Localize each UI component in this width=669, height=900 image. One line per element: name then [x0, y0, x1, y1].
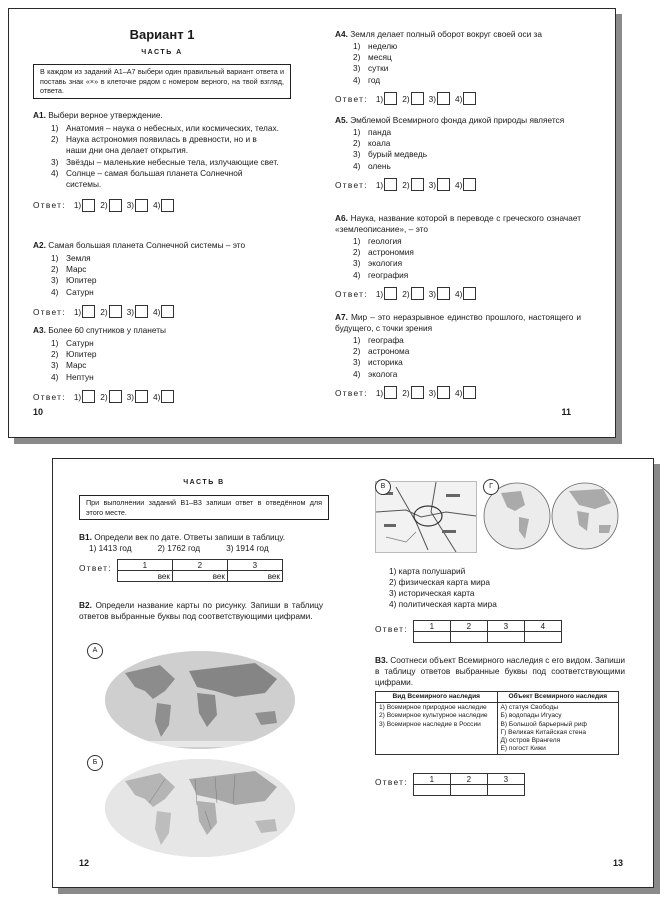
hemispheres-map-image [483, 481, 619, 551]
part-b-heading: ЧАСТЬ В [183, 479, 225, 486]
option: 3) Юпитер [51, 275, 97, 286]
question-number: А1. [33, 110, 46, 120]
option: 3) сутки [353, 63, 389, 74]
answer-checkbox[interactable] [411, 92, 424, 105]
answer-row: Ответ: 1) 2) 3) 4) [33, 390, 291, 404]
option: 4) эколога [353, 368, 398, 379]
answer-cell[interactable] [524, 632, 561, 643]
option: 2) коала [353, 138, 391, 149]
part-a-heading: ЧАСТЬ А [141, 49, 183, 56]
option: 1) неделю [353, 41, 398, 51]
answer-cell[interactable]: век [117, 571, 172, 582]
option: 1) Сатурн [51, 338, 94, 348]
answer-checkbox[interactable] [437, 92, 450, 105]
map-options-list [389, 566, 497, 610]
option: 2) астрономия [353, 247, 414, 258]
answer-cell[interactable] [487, 632, 524, 643]
option: 4) география [353, 269, 409, 280]
option: 1) географа [353, 335, 404, 345]
option: 1) панда [353, 127, 392, 137]
page-number: 13 [612, 858, 623, 868]
question-b2: В2. Определи название карты по рисунку. Запиши в таблицу ответов выбранные буквы под соответствующими цифрами. [79, 600, 324, 621]
answer-row: Ответ: 1) 2) 3) 4) [33, 305, 291, 319]
physical-world-map-image [105, 651, 295, 749]
option: 4) Сатурн [51, 286, 94, 297]
answer-checkbox[interactable] [384, 92, 397, 105]
question-a3: А3. Более 60 спутников у планеты 1) Сатурн 2) Юпитер 3) Марс 4) Нептун Ответ: 1) 2) 3) 4) [33, 325, 291, 404]
map-label-a: А [87, 643, 103, 659]
question-text: Выбери верное утверждение. [48, 110, 163, 120]
answer-checkbox[interactable] [411, 287, 424, 300]
option: 1) Земля [51, 253, 91, 263]
answer-checkbox[interactable] [161, 199, 174, 212]
answer-row: Ответ: 1) 2) 3) 4) [33, 198, 291, 212]
page-number: 11 [561, 407, 571, 417]
answer-row: Ответ: 1) 2) 3) 4) [335, 386, 581, 400]
option: 3) Марс [51, 360, 87, 371]
option: 2) Марс [51, 264, 87, 275]
page-number: 10 [33, 407, 44, 417]
map-label-v: В [375, 479, 391, 495]
page-10 [33, 9, 291, 437]
answer-checkbox[interactable] [437, 287, 450, 300]
question-a4: А4. Земля делает полный оборот вокруг своей оси за 1) неделю 2) месяц 3) сутки 4) год Ответ: 1) 2) 3) 4) [335, 29, 581, 106]
answer-checkbox[interactable] [135, 305, 148, 318]
answer-checkbox[interactable] [161, 305, 174, 318]
option: 2) Юпитер [51, 349, 97, 360]
option: 2) физическая карта мира [389, 577, 490, 587]
answer-checkbox[interactable] [109, 305, 122, 318]
question-b3: В3. Соотнеси объект Всемирного наследия с его видом. Запиши в таблицу ответов выбранные буквы под соответствующими цифрами. [375, 655, 625, 687]
answer-checkbox[interactable] [463, 386, 476, 399]
answer-row: Ответ: 1) 2) 3) 4) [335, 287, 581, 301]
answer-checkbox[interactable] [463, 287, 476, 300]
question-a7: А7. Мир – это неразрывное единство прошлого, настоящего и будущего, с точки зрения 1) географа 2) астронома 3) историка 4) эколога Ответ: 1) 2) 3) 4) [335, 312, 581, 398]
option: 4) Солнце – самая большая планета Солнечной системы. [51, 167, 243, 190]
option: 4) олень [353, 160, 391, 171]
historical-map-image [375, 481, 477, 553]
answer-cell[interactable]: век [227, 571, 282, 582]
map-label-g: Г [483, 479, 499, 495]
answer-cell[interactable] [450, 632, 487, 643]
instruction-box: В каждом из заданий А1–А7 выбери один правильный вариант ответа и поставь знак «×» в клеточке рядом с номером верного, на твой взгляд, ответа. [33, 64, 291, 99]
answer-checkbox[interactable] [463, 178, 476, 191]
answer-checkbox[interactable] [82, 199, 95, 212]
option: 3) историческая карта [389, 588, 475, 598]
option: 3) экология [353, 258, 403, 269]
option: 1) геология [353, 236, 402, 246]
variant-title: Вариант 1 [129, 27, 195, 42]
answer-checkbox[interactable] [109, 390, 122, 403]
spread-pages-10-11 [8, 8, 616, 438]
page-number: 12 [79, 858, 90, 868]
option: 4) Нептун [51, 371, 94, 382]
option: 4) политическая карта мира [389, 599, 497, 609]
answer-table-b2: Ответ: 1 2 3 4 [375, 620, 562, 634]
answer-checkbox[interactable] [384, 287, 397, 300]
option: 3) Звёзды – маленькие небесные тела, излучающие свет. [51, 156, 279, 167]
option: 1) Анатомия – наука о небесных, или космических, телах. [51, 123, 279, 133]
answer-cell[interactable] [413, 785, 450, 796]
answer-checkbox[interactable] [161, 390, 174, 403]
answer-checkbox[interactable] [135, 199, 148, 212]
answer-checkbox[interactable] [384, 178, 397, 191]
answer-checkbox[interactable] [384, 386, 397, 399]
answer-row: Ответ: 1) 2) 3) 4) [335, 92, 581, 106]
matching-table: Вид Всемирного наследия Объект Всемирного наследия 1) Всемирное природное наследие 2) Всемирное культурное наследие 3) Всемирное наследие в России А) статуя Свободы Б) водопады Игуасу В) Большой барьерный риф Г) Великая Китайская стена Д) остров Врангеля Е) погост Кижи [375, 691, 619, 755]
answer-checkbox[interactable] [437, 386, 450, 399]
answer-checkbox[interactable] [411, 386, 424, 399]
page-11 [335, 9, 581, 437]
question-a5: А5. Эмблемой Всемирного фонда дикой природы является 1) панда 2) коала 3) бурый медведь 4) олень Ответ: 1) 2) 3) 4) [335, 115, 581, 192]
answer-checkbox[interactable] [411, 178, 424, 191]
option: 3) историка [353, 357, 403, 368]
answer-row: Ответ: 1) 2) 3) 4) [335, 178, 581, 192]
question-a1 [33, 110, 291, 212]
political-world-map-image [105, 759, 295, 857]
answer-checkbox[interactable] [463, 92, 476, 105]
answer-checkbox[interactable] [437, 178, 450, 191]
question-a2: А2. Самая большая планета Солнечной системы – это 1) Земля 2) Марс 3) Юпитер 4) Сатурн Ответ: 1) 2) 3) 4) [33, 240, 291, 319]
answer-cell[interactable] [487, 785, 524, 796]
option: 2) месяц [353, 52, 392, 63]
map-label-b: Б [87, 755, 103, 771]
answer-checkbox[interactable] [82, 305, 95, 318]
answer-checkbox[interactable] [82, 390, 95, 403]
option: 3) бурый медведь [353, 149, 428, 160]
option: 2) астронома [353, 346, 410, 357]
question-b1: В1. Определи век по дате. Ответы запиши в таблицу. 1) 1413 год 2) 1762 год 3) 1914 год Ответ: 1 2 3 век век век [79, 532, 329, 573]
option: 1) карта полушарий [389, 566, 466, 576]
answer-checkbox[interactable] [135, 390, 148, 403]
page-13 [375, 459, 633, 887]
question-a6: А6. Наука, название которой в переводе с греческого означает «землеописание», – это 1) геология 2) астрономия 3) экология 4) география Ответ: 1) 2) 3) 4) [335, 213, 582, 299]
answer-cell[interactable] [450, 785, 487, 796]
answer-table-b3: Ответ: 1 2 3 [375, 773, 525, 787]
option: 4) год [353, 74, 381, 85]
page-12 [79, 459, 329, 887]
option: 2) Наука астрономия появилась в древности, но и в наши дни она делает открытия. [51, 134, 257, 156]
spread-pages-12-13 [52, 458, 654, 888]
answer-cell[interactable]: век [172, 571, 227, 582]
answer-cell[interactable] [413, 632, 450, 643]
instruction-box: При выполнении заданий В1–В3 запиши ответ в отведённом для этого месте. [79, 495, 329, 520]
answer-table-b1: Ответ: 1 2 3 век век век [79, 559, 329, 573]
answer-checkbox[interactable] [109, 199, 122, 212]
